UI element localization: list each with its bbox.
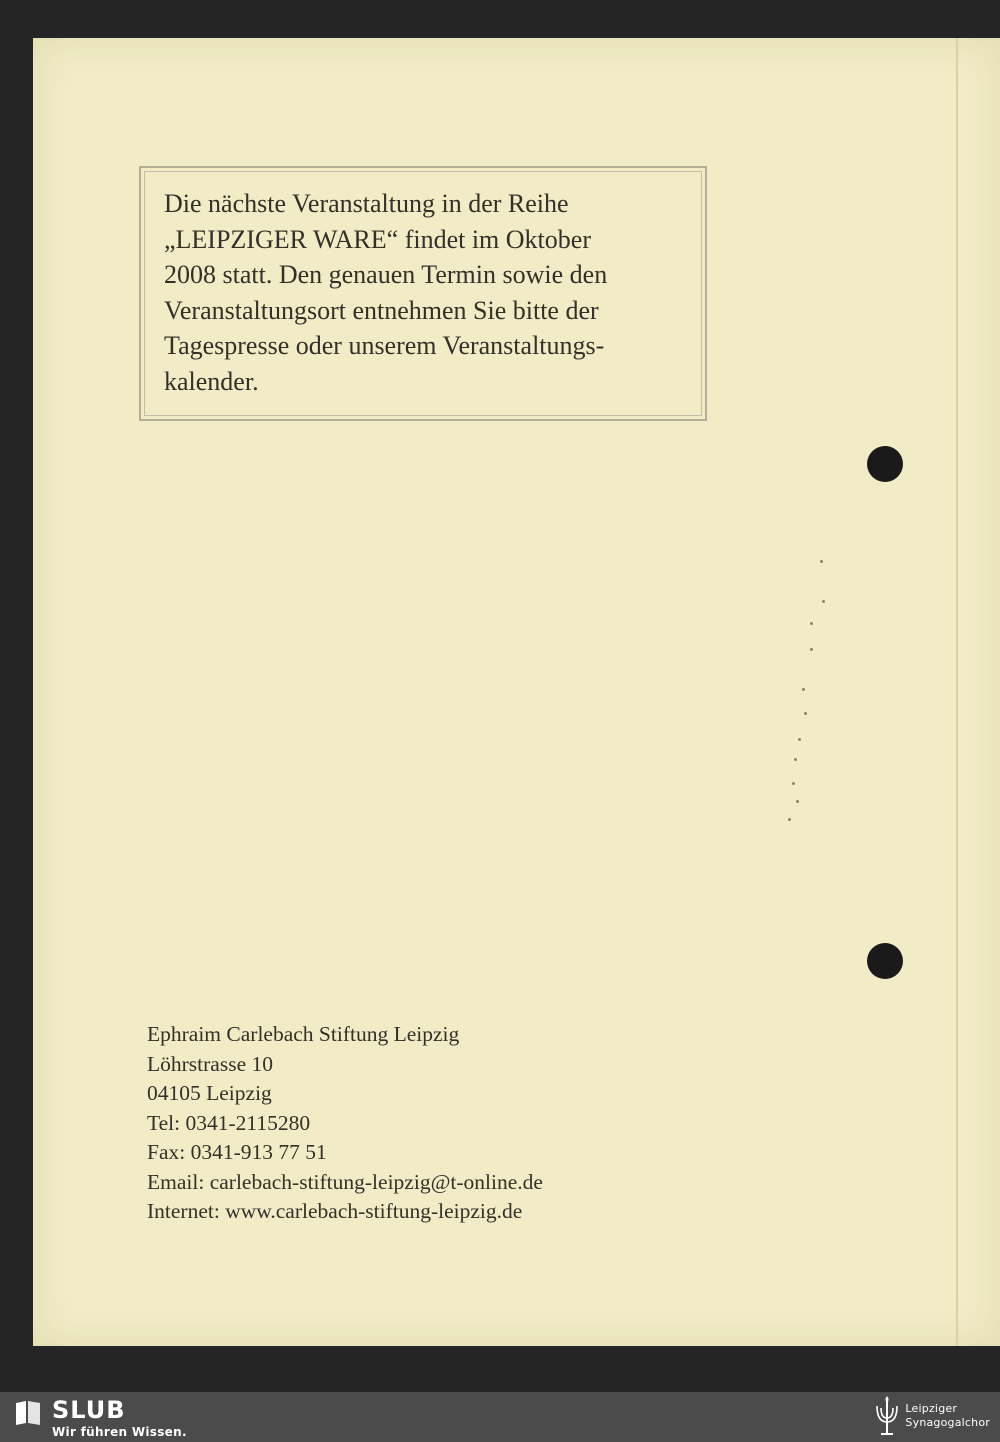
slub-tagline: Wir führen Wissen.: [52, 1425, 187, 1439]
announcement-box: [139, 166, 707, 421]
punch-hole-bottom: [867, 943, 903, 979]
slub-logo[interactable]: [14, 1398, 187, 1440]
punch-hole-top: [867, 446, 903, 482]
street-address: Löhrstrasse 10: [147, 1051, 273, 1076]
announcement-line: kalender.: [164, 366, 259, 396]
contact-address-block: [147, 1020, 543, 1227]
email-address: Email: carlebach-stiftung-leipzig@t-online.de: [147, 1169, 543, 1194]
choir-name-line1: Leipziger: [905, 1402, 958, 1415]
menorah-icon: [873, 1394, 901, 1438]
announcement-line: 2008 statt. Den genauen Termin sowie den: [164, 260, 608, 290]
organization-name: Ephraim Carlebach Stiftung Leipzig: [147, 1022, 460, 1046]
fax-number: Fax: 0341-913 77 51: [147, 1140, 327, 1164]
synagogue-choir-logo[interactable]: [873, 1394, 990, 1438]
announcement-line: Tagespresse oder unserem Veranstaltungs-: [164, 331, 605, 361]
page-fold-line: [956, 38, 958, 1346]
announcement-text: [164, 186, 701, 400]
book-icon: [14, 1400, 42, 1426]
choir-name-line2: Synagogalchor: [905, 1416, 990, 1429]
announcement-box-inner-border: [144, 171, 702, 416]
choir-name: [905, 1402, 990, 1430]
announcement-line: „LEIPZIGER WARE“ findet im Oktober: [164, 224, 591, 254]
website-address: Internet: www.carlebach-stiftung-leipzig.de: [147, 1199, 523, 1223]
footer-bar: [0, 1392, 1000, 1442]
phone-number: Tel: 0341-2115280: [147, 1110, 311, 1135]
announcement-line: Veranstaltungsort entnehmen Sie bitte der: [164, 295, 599, 325]
city-postal-code: 04105 Leipzig: [147, 1081, 272, 1105]
paper-specks: [780, 560, 840, 830]
slub-name: SLUB: [52, 1396, 126, 1424]
announcement-line: Die nächste Veranstaltung in der Reihe: [164, 189, 569, 218]
